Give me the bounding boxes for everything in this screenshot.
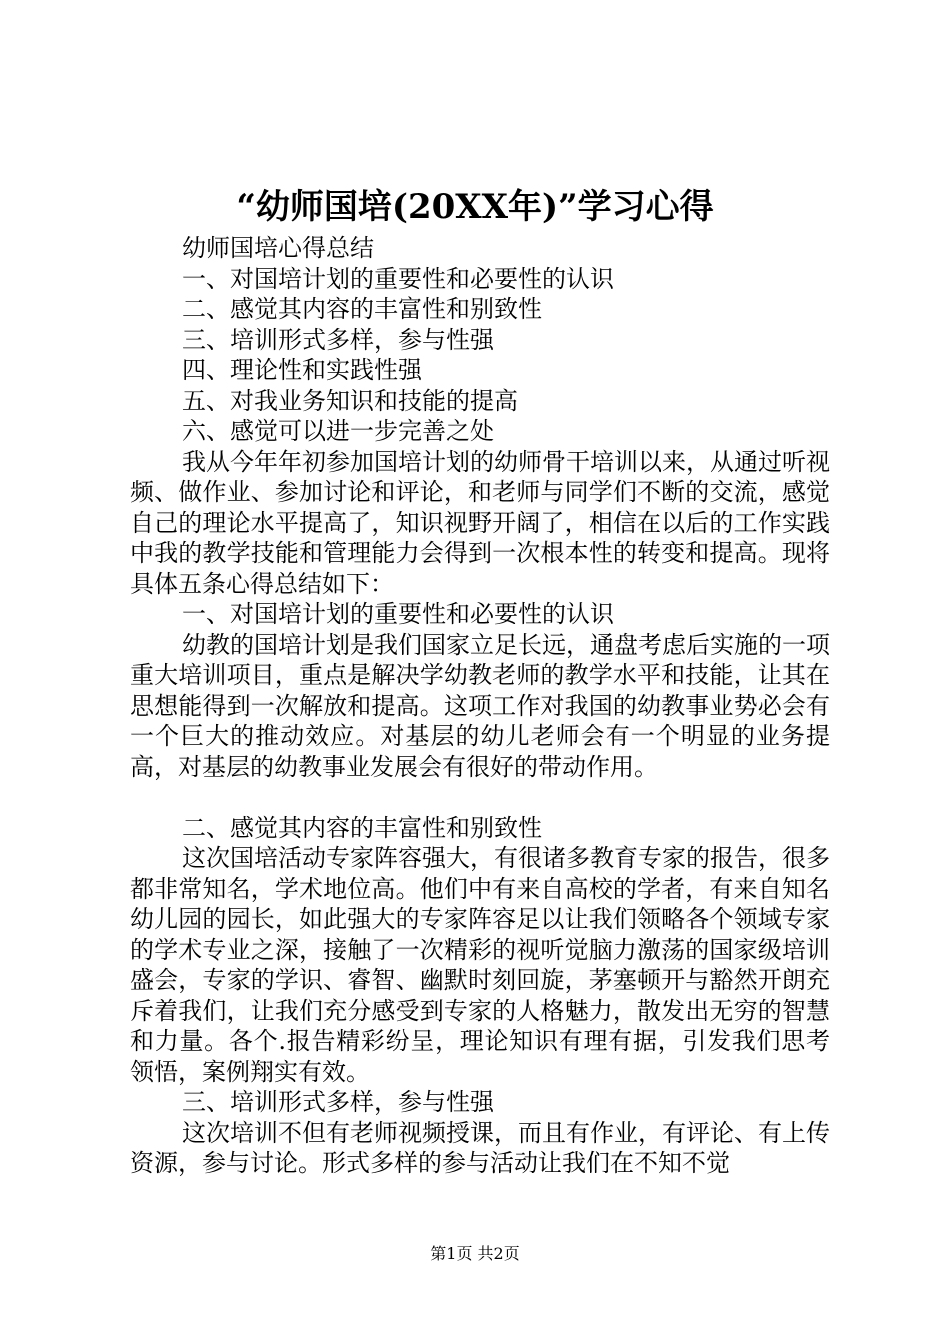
section-paragraph: 幼教的国培计划是我们国家立足长远，通盘考虑后实施的一项重大培训项目，重点是解决学幼教老师的教学水平和技能，让其在思想能得到一次解放和提高。这项工作对我国的幼教事业势必会有一个巨大的推动效应。对基层的幼儿老师会有一个明显的业务提高，对基层的幼教事业发展会有很好的带动作用。 <box>130 630 830 781</box>
page-number-footer: 第1页 共2页 <box>430 1244 520 1263</box>
outline-item: 二、感觉其内容的丰富性和别致性 <box>182 295 542 323</box>
outline-item: 五、对我业务知识和技能的提高 <box>182 386 518 415</box>
document-title: “幼师国培(20XX年)”学习心得 <box>236 187 714 227</box>
intro-paragraph: 我从今年年初参加国培计划的幼师骨干培训以来，从通过听视频、做作业、参加讨论和评论，和老师与同学们不断的交流，感觉自己的理论水平提高了，知识视野开阔了，相信在以后的工作实践中我的教学技能和管理能力会得到一次根本性的转变和提高。现将具体五条心得总结如下： <box>130 447 830 598</box>
outline-item: 一、对国培计划的重要性和必要性的认识 <box>182 264 614 293</box>
document-body <box>130 233 830 1179</box>
outline-item: 四、理论性和实践性强 <box>182 356 422 384</box>
outline-item: 三、培训形式多样，参与性强 <box>182 325 494 354</box>
section-paragraph: 这次国培活动专家阵容强大，有很诸多教育专家的报告，很多都非常知名，学术地位高。他们中有来自高校的学者，有来自知名幼儿园的园长，如此强大的专家阵容足以让我们领略各个领域专家的学术专业之深，接触了一次精彩的视听觉脑力激荡的国家级培训盛会，专家的学识、睿智、幽默时刻回旋，茅塞顿开与豁然开朗充斥着我们，让我们充分感受到专家的人格魅力，散发出无穷的智慧和力量。各个.报告精彩纷呈，理论知识有理有据，引发我们思考领悟，案例翔实有效。 <box>130 844 830 1086</box>
outline-item: 六、感觉可以进一步完善之处 <box>182 417 494 445</box>
section-heading: 一、对国培计划的重要性和必要性的认识 <box>182 600 614 628</box>
outline-item: 幼师国培心得总结 <box>182 234 374 262</box>
section-heading: 二、感觉其内容的丰富性和别致性 <box>182 813 542 842</box>
paragraph-spacer <box>130 782 830 813</box>
section-paragraph: 这次培训不但有老师视频授课，而且有作业，有评论、有上传资源，参与讨论。形式多样的参与活动让我们在不知不觉 <box>130 1118 830 1177</box>
section-heading: 三、培训形式多样，参与性强 <box>182 1088 494 1116</box>
